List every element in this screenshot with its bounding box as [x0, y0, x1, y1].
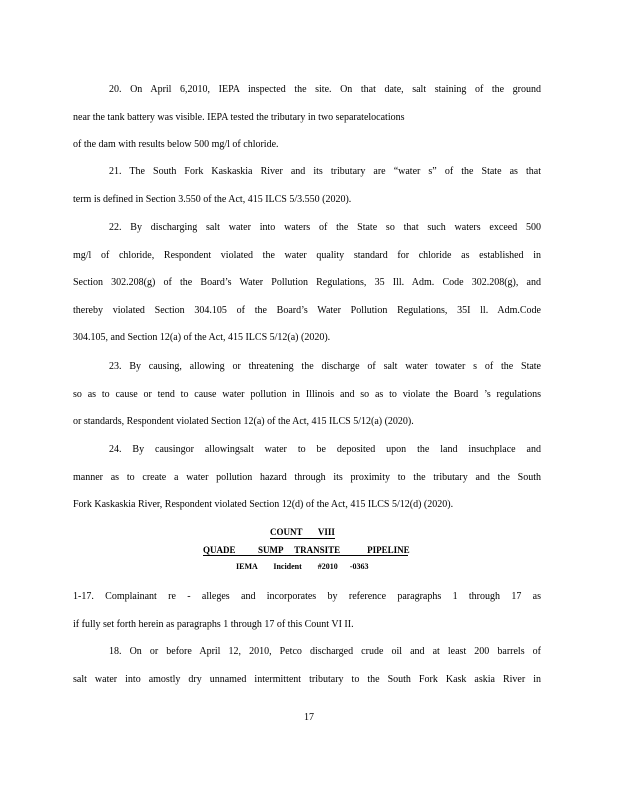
text-line: salt water into amostly dry unnamed intermittent tributary to the South Fork Kask askia River in [73, 673, 541, 685]
page-number: 17 [304, 712, 314, 723]
text-line: 20. On April 6,2010, IEPA inspected the site. On that date, salt staining of the ground [109, 84, 541, 95]
text-line: if fully set forth herein as paragraphs 1 through 17 of this Count VI II. [73, 618, 354, 630]
text-line: 23. By causing, allowing or threatening the discharge of salt water towater s of the State [109, 361, 541, 372]
paragraph-24 [73, 436, 541, 519]
text-line: Fork Kaskaskia River, Respondent violated Section 12(d) of the Act, 415 ILCS 5/12(d) (2020). [73, 499, 454, 510]
text-line: Section 302.208(g) of the Board’s Water Pollution Regulations, 35 Ill. Adm. Code 302.208(g), and [73, 277, 541, 288]
text-line: 22. By discharging salt water into waters of the State so that such waters exceed 500 [109, 222, 541, 233]
text-line: 24. By causingor allowingsalt water to be deposited upon the land insuchplace and [109, 444, 541, 455]
paragraph-22 [73, 214, 541, 352]
text-line: so as to cause or tend to cause water pollution in Illinois and so as to violate the Board ’s regulations [73, 388, 541, 400]
paragraph-1-17 [73, 583, 541, 638]
paragraph-23 [73, 353, 541, 436]
paragraph-21 [73, 158, 541, 213]
paragraph-20 [73, 76, 541, 159]
text-line: near the tank battery was visible. IEPA tested the tributary in two separatelocations [73, 111, 405, 123]
text-line: 304.105, and Section 12(a) of the Act, 415 ILCS 5/12(a) (2020). [73, 332, 331, 343]
text-line: of the dam with results below 500 mg/l of chloride. [73, 139, 279, 150]
count-incident-ref: IEMA Incident #2010 -0363 [236, 562, 369, 571]
text-line: term is defined in Section 3.550 of the Act, 415 ILCS 5/3.550 (2020). [73, 193, 352, 205]
count-title: COUNT VIII [270, 527, 335, 537]
text-line: or standards, Respondent violated Section 12(a) of the Act, 415 ILCS 5/12(a) (2020). [73, 416, 414, 427]
text-line: 1-17. Complainant re - alleges and incorporates by reference paragraphs 1 through 17 as [73, 591, 541, 602]
text-line: manner as to create a water pollution hazard through its proximity to the tributary and the South [73, 471, 541, 483]
count-subtitle: QUADE SUMP TRANSITE PIPELINE [203, 545, 410, 555]
text-line: 18. On or before April 12, 2010, Petco discharged crude oil and at least 200 barrels of [109, 646, 541, 657]
paragraph-18 [73, 638, 541, 693]
text-line: thereby violated Section 304.105 of the Board’s Water Pollution Regulations, 35I ll. Adm.Code [73, 304, 541, 316]
text-line: mg/l of chloride, Respondent violated the water quality standard for chloride as established in [73, 249, 541, 261]
text-line: 21. The South Fork Kaskaskia River and its tributary are “water s” of the State as that [109, 166, 541, 177]
